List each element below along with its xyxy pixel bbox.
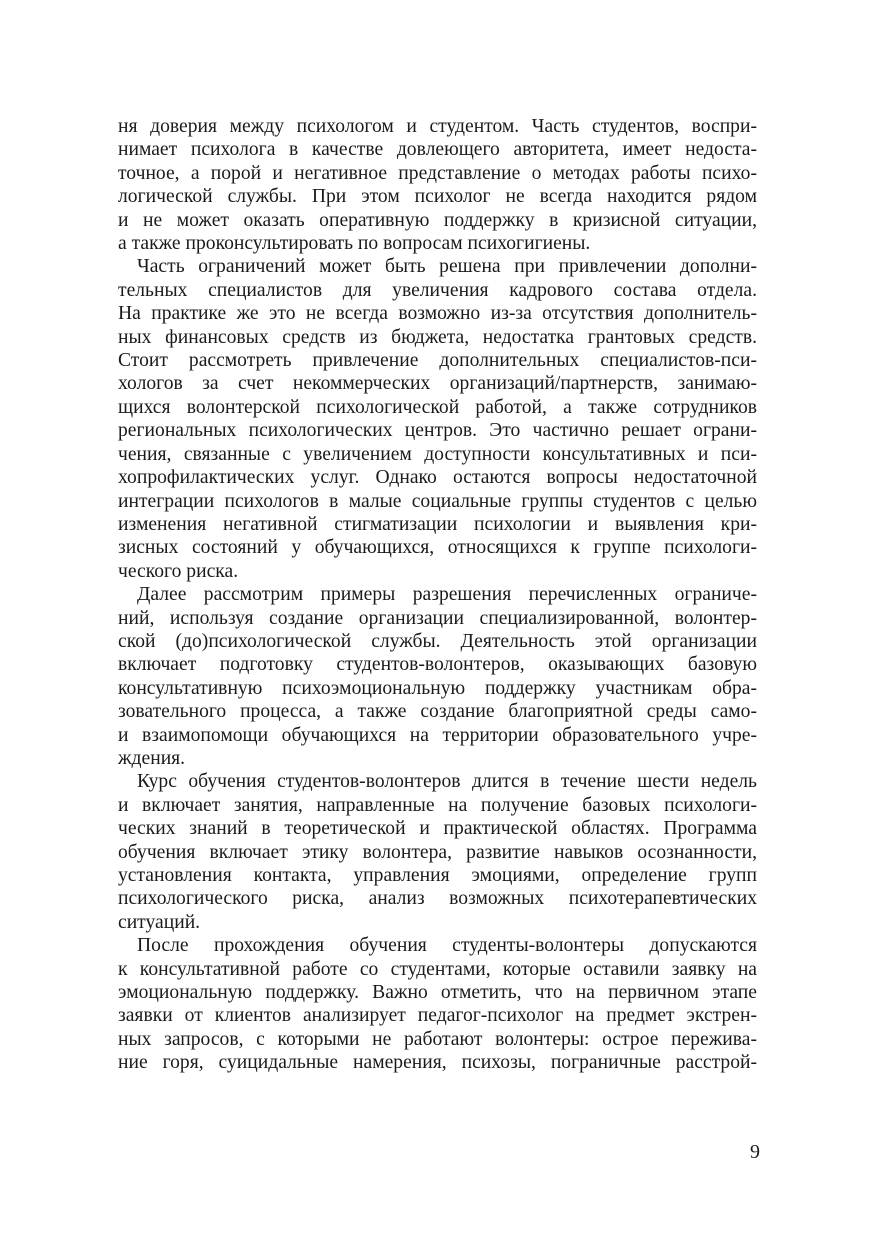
text-line: обучения включает этику волонтера, развитие навыков осознанности,	[118, 841, 757, 863]
text-line: Стоит рассмотреть привлечение дополнительных специалистов-пси-	[118, 350, 757, 372]
paragraph-5	[118, 934, 757, 1074]
text-line: установления контакта, управления эмоциями, определение групп	[118, 865, 757, 886]
text-line: региональных психологических центров. Это частично решает ограни-	[118, 420, 757, 442]
text-line: зисных состояний у обучающихся, относящихся к группе психологи-	[118, 537, 757, 559]
text-line: и включает занятия, направленные на получение базовых психологи-	[118, 794, 757, 816]
text-line: ческого риска.	[118, 560, 239, 582]
text-line: интеграции психологов в малые социальные группы студентов с целью	[118, 490, 757, 512]
page-number: 9	[750, 1141, 760, 1163]
text-line: изменения негативной стигматизации психологии и выявления кри-	[118, 513, 757, 535]
text-line: После прохождения обучения студенты-волонтеры допускаются	[137, 935, 757, 957]
text-line: ситуаций.	[118, 911, 201, 933]
text-line: точное, а порой и негативное представление о методах работы психо-	[118, 162, 757, 184]
paragraph-3	[118, 583, 757, 770]
text-line: чения, связанные с увеличением доступности консультативных и пси-	[118, 443, 757, 465]
text-line: к консультативной работе со студентами, которые оставили заявку на	[118, 958, 757, 980]
text-line: ние горя, суицидальные намерения, психозы, пограничные расстрой-	[118, 1052, 757, 1074]
text-line: Курс обучения студентов-волонтеров длится в течение шести недель	[137, 771, 757, 793]
text-line: нимает психолога в качестве довлеющего авторитета, имеет недоста-	[118, 139, 757, 161]
text-line: Часть ограничений может быть решена при привлечении дополни-	[137, 256, 757, 278]
text-line: ных финансовых средств из бюджета, недостатка грантовых средств.	[118, 326, 757, 348]
paragraph-1	[118, 115, 757, 255]
text-line: ской (до)психологической службы. Деятельность этой организации	[118, 630, 757, 652]
text-line: психологического риска, анализ возможных психотерапевтических	[118, 888, 757, 910]
body-text	[118, 115, 757, 1075]
text-line: ных запросов, с которыми не работают волонтеры: острое пережива-	[118, 1028, 757, 1050]
text-line: Далее рассмотрим примеры разрешения перечисленных ограниче-	[137, 584, 757, 606]
text-line: а также проконсультировать по вопросам психогигиены.	[118, 233, 591, 255]
text-line: и взаимопомощи обучающихся на территории образовательного учре-	[118, 724, 757, 746]
paragraph-4	[118, 770, 757, 934]
text-line: включает подготовку студентов-волонтеров, оказывающих базовую	[118, 654, 757, 676]
text-line: щихся волонтерской психологической работой, а также сотрудников	[118, 396, 757, 418]
text-line: хологов за счет некоммерческих организаций/партнерств, занимаю-	[118, 373, 757, 395]
text-line: эмоциональную поддержку. Важно отметить, что на первичном этапе	[118, 982, 757, 1004]
text-line: ня доверия между психологом и студентом. Часть студентов, воспри-	[118, 116, 757, 137]
text-line: заявки от клиентов анализирует педагог-психолог на предмет экстрен-	[118, 1005, 757, 1027]
text-line: На практике же это не всегда возможно из-за отсутствия дополнитель-	[118, 303, 757, 325]
text-line: и не может оказать оперативную поддержку в кризисной ситуации,	[118, 209, 757, 231]
text-line: логической службы. При этом психолог не всегда находится рядом	[118, 186, 757, 208]
text-line: зовательного процесса, а также создание благоприятной среды само-	[118, 701, 757, 723]
text-line: ний, используя создание организации специализированной, волонтер-	[118, 607, 757, 629]
text-line: консультативную психоэмоциональную поддержку участникам обра-	[118, 677, 757, 699]
text-line: ждения.	[118, 747, 186, 769]
paragraph-2	[118, 255, 757, 583]
text-line: тельных специалистов для увеличения кадрового состава отдела.	[118, 279, 757, 301]
text-line: ческих знаний в теоретической и практической областях. Программа	[118, 818, 757, 840]
text-line: хопрофилактических услуг. Однако остаются вопросы недостаточной	[118, 467, 757, 489]
